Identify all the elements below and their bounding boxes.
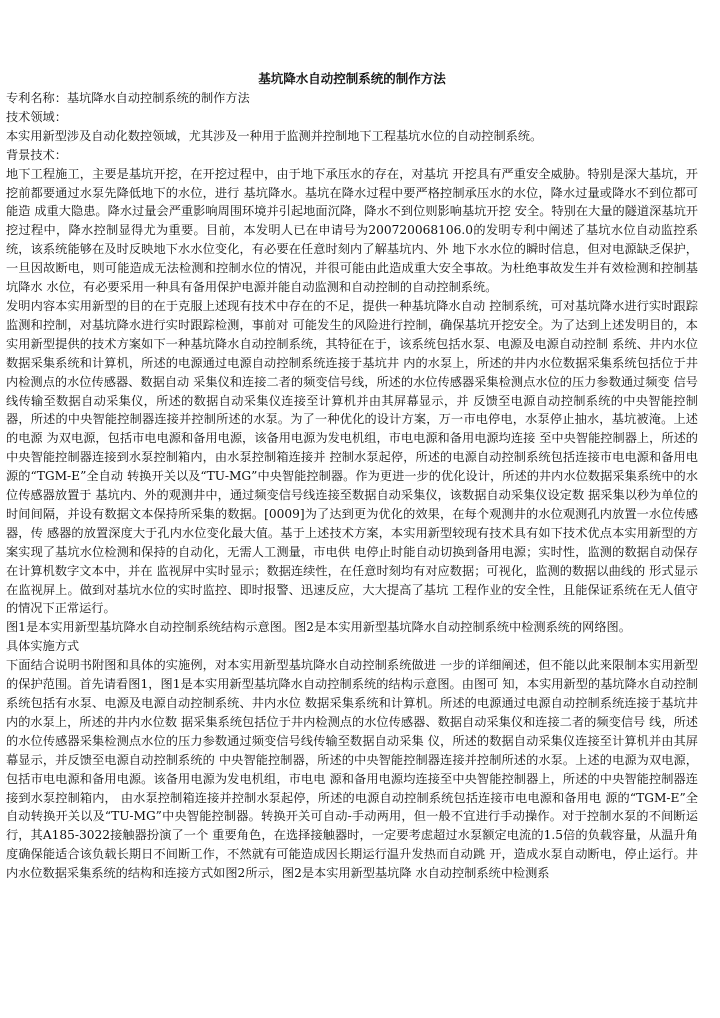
embodiment-paragraph: 下面结合说明书附图和具体的实施例，对本实用新型基坑降水自动控制系统做进 一步的详细阐述，但不能以此来限制本实用新型的保护范围。首先请看图1，图1是本实用新型基坑降水自动控制系统的结构示意图。由图可 知，本实用新型的基坑降水自动控制系统包括有水泵、电源及电源自动控制系统、井内水位 数据采集系统和计算机。所述的电源通过电源自动控制系统连接于基坑井内的水泵上，所述的井内水位数 据采集系统包括位于井内检测点的水位传感器、数据自动采集仪和连接二者的频变信号 线，所述的水位传感器采集检测点水位的压力参数通过频变信号线传输至数据自动采集 仪，所述的数据自动采集仪连接至计算机并由其屏幕显示，并反馈至电源自动控制系统的 中央智能控制器，所述的中央智能控制器连接并控制所述的水泵。上述的电源为双电源，包括市电电源和备用电源。该备用电源为发电机组，市电电 源和备用电源均连接至中央智能控制器上，所述的中央智能控制器连接到水泵控制箱内， 由水泵控制箱连接并控制水泵起停，所述的电源自动控制系统包括连接市电电源和备用电 源的“TGM-E”全自动转换开关以及“TU-MG”中央智能控制器。转换开关可自动-手动两用，但一般不宜进行手动操作。对于控制水泵的不间断运行，其A185-3022接触器扮演了一个 重要角色，在选择接触器时，一定要考虑超过水泵额定电流的1.5倍的负载容量，从温升角 度确保能适合该负载长期日不间断工作，不然就有可能造成因长期运行温升发热而自动跳 开，造成水泵自动断电，停止运行。井内水位数据采集系统的结构和连接方式如图2所示，图2是本实用新型基坑降 水自动控制系统中检测系 [6, 658, 698, 881]
patent-name: 专利名称：基坑降水自动控制系统的制作方法 [6, 91, 250, 105]
document-title: 基坑降水自动控制系统的制作方法 [258, 71, 446, 86]
invention-paragraph: 发明内容本实用新型的目的在于克服上述现有技术中存在的不足，提供一种基坑降水自动 控制系统，可对基坑降水进行实时跟踪监测和控制，对基坑降水进行实时跟踪检测，事前对 可能发生的风险进行控制，确保基坑开挖安全。为了达到上述发明目的，本实用新型提供的技术方案如下一种基坑降水自动控制系统，其特征在于，该系统包括水泵、电源及电源自动控制 系统、井内水位数据采集系统和计算机，所述的电源通过电源自动控制系统连接于基坑井 内的水泵上，所述的井内水位数据采集系统包括位于井内检测点的水位传感器、数据自动 采集仪和连接二者的频变信号线，所述的水位传感器采集检测点水位的压力参数通过频变 信号线传输至数据自动采集仪，所述的数据自动采集仪连接至计算机并由其屏幕显示，并 反馈至电源自动控制系统的中央智能控制器，所述的中央智能控制器连接并控制所述的水泵。为了一种优化的设计方案，万一市电停电，水泵停止抽水，基坑被淹。上述的电源 为双电源，包括市电电源和备用电源，该备用电源为发电机组，市电电源和备用电源均连接 至中央智能控制器上，所述的中央智能控制器连接到水泵控制箱内，由水泵控制箱连接并 控制水泵起停，所述的电源自动控制系统包括连接市电电源和备用电源的“TGM-E”全自动 转换开关以及“TU-MG”中央智能控制器。作为更进一步的优化设计，所述的井内水位数据采集系统中的水位传感器放置于 基坑内、外的观测井中，通过频变信号线连接至数据自动采集仪，该数据自动采集仪设定数 据采集以秒为单位的时间间隔，并设有数据文本保持所采集的数据。[0009]为了达到更为优化的效果，在每个观测井的水位观测孔内放置一水位传感器，传 感器的放置深度大于孔内水位变化最大值。基于上述技术方案，本实用新型较现有技术具有如下技术优点本实用新型的方案实现了基坑水位检测和保持的自动化，无需人工测量，市电供 电停止时能自动切换到备用电源；实时性，监测的数据自动保存在计算机数字文本中，并在 监视屏中实时显示；数据连续性，在任意时刻均有对应数据；可视化，监测的数据以曲线的 形式显示在监视屏上。做到对基坑水位的实时监控、即时报警、迅速反应，大大提高了基坑 工程作业的安全性，且能保证系统在无人值守的情况下正常运行。 [6, 298, 698, 616]
background-heading: 背景技术： [6, 147, 67, 162]
field-heading: 技术领域： [6, 109, 67, 124]
embodiment-heading: 具体实施方式 [6, 639, 80, 654]
background-paragraph: 地下工程施工，主要是基坑开挖，在开挖过程中，由于地下承压水的存在，对基坑 开挖具有严重安全威胁。特别是深大基坑，开挖前都要通过水泵先降低地下的水位，进行 基坑降水。基坑在降水过程中要严格控制承压水的水位，降水过量或降水不到位都可能造 成重大隐患。降水过量会严重影响周围环境并引起地面沉降，降水不到位则影响基坑开挖 安全。特别在大量的隧道深基坑开挖过程中，降水控制显得尤为重要。目前，本发明人已在申请号为200720068106.0的发明专利中阐述了基坑水位自动监控系统，该系统能够在及时反映地下水水位变化，有必要在任意时刻内了解基坑内、外 地下水水位的瞬时信息，但对电源缺乏保护，一旦因故断电，则可能造成无法检测和控制水位的情况，并很可能由此造成重大安全事故。为杜绝事故发生并有效检测和控制基坑降水 水位，有必要采用一种具有备用保护电源并能自动监测和自动控制的自动控制系统。 [6, 166, 698, 295]
field-paragraph: 本实用新型涉及自动化数控领域，尤其涉及一种用于监测并控制地下工程基坑水位的自动控制系统。 [6, 128, 543, 143]
figures-paragraph: 图1是本实用新型基坑降水自动控制系统结构示意图。图2是本实用新型基坑降水自动控制系统中检测系统的网络图。 [6, 620, 631, 635]
